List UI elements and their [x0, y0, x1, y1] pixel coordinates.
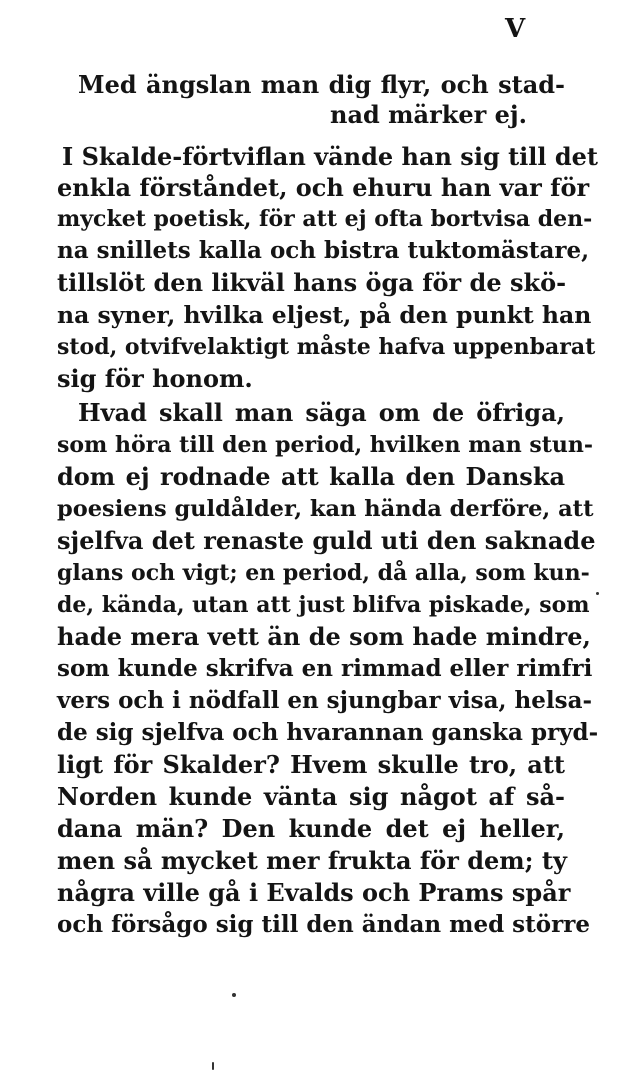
text-line: sig för honom.	[57, 364, 253, 393]
text-line: stod, otvifvelaktigt måste hafva uppenbarat	[57, 334, 596, 360]
text-line: sjelfva det renaste guld uti den saknade	[57, 526, 596, 555]
text-line: poesiens guldålder, kan hända derföre, att	[57, 496, 594, 522]
text-line: som kunde skrifva en rimmad eller rimfri	[57, 655, 593, 682]
text-line: hade mera vett än de som hade mindre,	[57, 622, 591, 651]
text-line: Norden kunde vänta sig något af så-	[57, 782, 565, 811]
text-line: ligt för Skalder? Hvem skulle tro, att	[57, 750, 565, 779]
text-line: tillslöt den likväl hans öga för de skö-	[57, 268, 567, 297]
ink-speck	[596, 592, 599, 595]
text-line: na snillets kalla och bistra tuktomästare,	[57, 237, 590, 264]
text-line: enkla förståndet, och ehuru han var för	[57, 173, 590, 202]
text-line: Hvad skall man säga om de öfriga,	[78, 398, 565, 427]
ink-speck	[212, 1062, 214, 1070]
text-line: de, kända, utan att just blifva piskade, som	[57, 592, 590, 618]
text-line: några ville gå i Evalds och Prams spår	[57, 878, 571, 907]
text-line: mycket poetisk, för att ej ofta bortvisa den-	[57, 206, 593, 232]
text-line: nad märker ej.	[330, 100, 527, 129]
text-line: glans och vigt; en period, då alla, som kun-	[57, 560, 590, 586]
text-line: de sig sjelfva och hvarannan ganska pryd-	[57, 719, 599, 746]
page-number: V	[505, 14, 526, 44]
text-line: dana män? Den kunde det ej heller,	[57, 814, 565, 843]
text-line: men så mycket mer frukta för dem; ty	[57, 846, 567, 875]
text-line: dom ej rodnade att kalla den Danska	[57, 462, 565, 491]
text-line: I Skalde-förtviflan vände han sig till det	[62, 142, 599, 171]
text-line: Med ängslan man dig flyr, och stad-	[78, 70, 565, 99]
text-line: som höra till den period, hvilken man stun-	[57, 432, 594, 458]
ink-speck	[232, 993, 236, 997]
text-line: na syner, hvilka eljest, på den punkt han	[57, 301, 592, 329]
text-line: vers och i nödfall en sjungbar visa, helsa-	[57, 687, 593, 714]
text-line: och försågo sig till den ändan med större	[57, 911, 590, 938]
